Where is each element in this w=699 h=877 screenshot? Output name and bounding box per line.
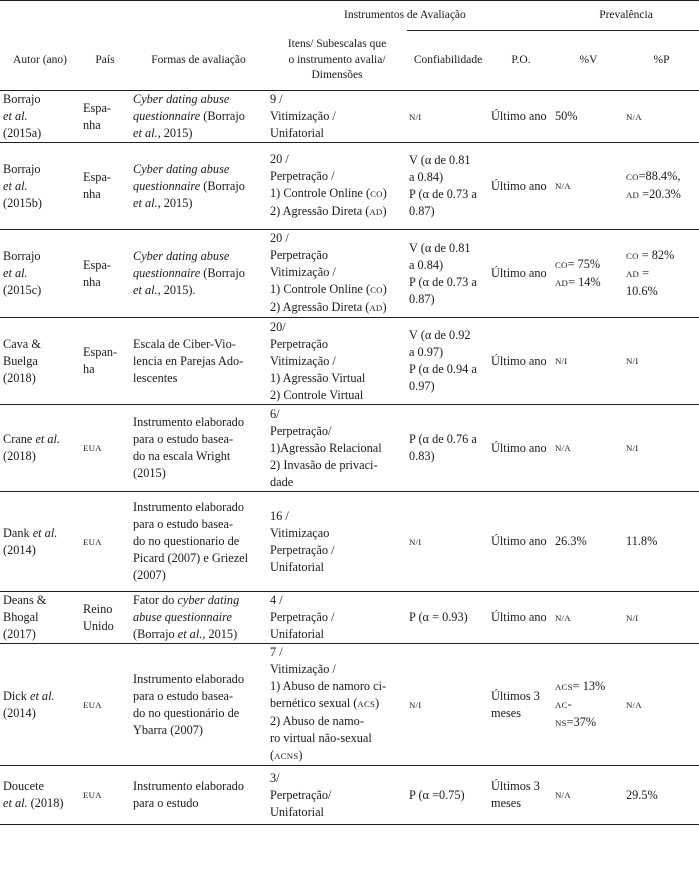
cell-line: et al. <box>3 109 28 123</box>
cell-line: meses <box>491 705 522 720</box>
country-header: País <box>80 31 130 91</box>
pv-cell <box>553 143 624 230</box>
cell-line: 20/ <box>270 319 286 334</box>
country-cell <box>80 91 130 143</box>
forms-cell <box>130 91 267 143</box>
cell-line: CO=88.4%, <box>626 169 681 183</box>
po-cell <box>489 405 553 492</box>
cell-line: N/I <box>409 536 422 547</box>
forms-cell <box>130 766 267 825</box>
cell-line: Instrumento elaborado <box>133 500 244 514</box>
cell-line: a 0.84) <box>409 257 444 272</box>
reliability-cell <box>407 644 489 766</box>
cell-line: 3/ <box>270 770 280 785</box>
cell-line: et al., 2015) <box>133 195 193 210</box>
items-cell <box>267 644 407 766</box>
cell-line: CO = 82% <box>626 248 675 262</box>
cell-line: AD= 14% <box>555 274 601 289</box>
cell-line: AD = <box>626 266 650 280</box>
cell-line: Unifatorial <box>270 804 324 819</box>
cell-line: 26.3% <box>555 534 587 548</box>
cell-line: N/A <box>555 612 571 623</box>
cell-line: EUA <box>83 790 102 800</box>
cell-line: 4 / <box>270 593 283 607</box>
cell-line: (2018) <box>3 370 36 385</box>
cell-line: (Borrajo et al., 2015) <box>133 627 238 641</box>
cell-line: Vitimização / <box>270 265 336 279</box>
cell-line: 9 / <box>270 92 283 106</box>
items-cell <box>267 143 407 230</box>
prevalence-group-header: Prevalência <box>553 1 699 31</box>
cell-line: Vitimização / <box>270 353 336 368</box>
cell-line: P (α de 0.73 a <box>409 187 477 201</box>
cell-line: Escala de Ciber-Vio- <box>133 336 236 351</box>
author-cell <box>0 318 80 405</box>
cell-line: questionnaire (Borrajo <box>133 178 245 193</box>
cell-line: Perpetração <box>270 248 329 262</box>
cell-line: bernético sexual (ACS) <box>270 696 380 710</box>
po-cell <box>489 644 553 766</box>
cell-line: 1) Abuso de namoro ci- <box>270 679 387 693</box>
cell-line: N/I <box>409 699 422 710</box>
items-header-line: Itens/ Subescalas que <box>287 38 387 50</box>
cell-line: Vitimizaçao <box>270 525 330 540</box>
cell-line: V (α de 0.81 <box>409 153 471 167</box>
reliability-cell <box>407 492 489 592</box>
items-cell <box>267 230 407 318</box>
cell-line: (2014) <box>3 705 36 720</box>
cell-line: (2015) <box>133 466 166 480</box>
table-row <box>0 766 699 825</box>
cell-line: Unifatorial <box>270 559 324 574</box>
cell-line: Instrumento elaborado <box>133 415 244 429</box>
pv-cell <box>553 91 624 143</box>
pp-cell <box>624 318 699 405</box>
cell-line: nha <box>83 187 101 201</box>
cell-line: dade <box>270 474 294 489</box>
reliability-cell <box>407 91 489 143</box>
cell-line: N/A <box>626 111 642 122</box>
forms-cell <box>130 318 267 405</box>
cell-line: Instrumento elaborado <box>133 671 244 686</box>
pv-cell <box>553 766 624 825</box>
cell-line: do no questionario de <box>133 534 240 548</box>
cell-line: Borrajo <box>3 161 41 176</box>
cell-line: Cyber dating abuse <box>133 161 230 176</box>
cell-line: para o estudo basea- <box>133 517 234 531</box>
author-cell <box>0 492 80 592</box>
author-cell <box>0 91 80 143</box>
cell-line: 2) Controle Virtual <box>270 387 364 402</box>
cell-line: (2014) <box>3 542 36 557</box>
po-cell <box>489 592 553 644</box>
po-header: P.O. <box>489 31 553 91</box>
cell-line: V (α de 0.92 <box>409 328 471 342</box>
cell-line: 16 / <box>270 508 289 523</box>
reliability-header: Confiabilidade <box>407 31 489 91</box>
cell-line: 2) Agressão Direta (AD) <box>270 300 387 314</box>
pp-cell <box>624 492 699 592</box>
cell-line: Perpetração / <box>270 169 335 183</box>
cell-line: et al. <box>3 178 28 193</box>
po-cell <box>489 766 553 825</box>
author-cell <box>0 143 80 230</box>
cell-line: questionnaire (Borrajo <box>133 266 245 280</box>
cell-line: EUA <box>83 536 102 547</box>
country-cell <box>80 143 130 230</box>
cell-line: ha <box>83 362 95 376</box>
table-row <box>0 143 699 230</box>
cell-line: a 0.97) <box>409 345 444 359</box>
pp-cell <box>624 91 699 143</box>
cell-line: N/A <box>555 443 571 453</box>
author-cell <box>0 592 80 644</box>
forms-header: Formas de avaliação <box>130 31 267 91</box>
items-cell <box>267 492 407 592</box>
cell-line: V (α de 0.81 <box>409 240 471 255</box>
cell-line: Últimos 3 <box>491 779 540 793</box>
cell-line: Último ano <box>491 610 547 624</box>
cell-line: a 0.84) <box>409 170 444 184</box>
cell-line: Borrajo <box>3 249 41 263</box>
author-cell <box>0 230 80 318</box>
cell-line: N/I <box>409 111 422 122</box>
pv-cell <box>553 644 624 766</box>
cell-line: Cyber dating abuse <box>133 249 230 263</box>
cell-line: Perpetração / <box>270 542 335 557</box>
items-cell <box>267 318 407 405</box>
po-cell <box>489 143 553 230</box>
cell-line: 1) Agressão Virtual <box>270 370 366 385</box>
country-cell <box>80 318 130 405</box>
cell-line: P (α de 0.94 a <box>409 362 477 376</box>
cell-line: 1) Controle Online (CO) <box>270 282 387 296</box>
cell-line: N/I <box>555 356 568 366</box>
cell-line: questionnaire (Borrajo <box>133 109 245 123</box>
cell-line: Cava & <box>3 336 41 351</box>
reliability-cell <box>407 318 489 405</box>
forms-cell <box>130 143 267 230</box>
cell-line: 1) Controle Online (CO) <box>270 186 387 200</box>
cell-line: 50% <box>555 109 578 123</box>
cell-line: Último ano <box>491 178 547 193</box>
po-cell <box>489 91 553 143</box>
cell-line: lencia en Parejas Ado- <box>133 353 244 368</box>
cell-line: P (α = 0.93) <box>409 610 468 624</box>
cell-line: nha <box>83 274 101 289</box>
cell-line: N/A <box>626 699 642 710</box>
cell-line: Fator do cyber dating <box>133 593 240 607</box>
pv-cell <box>553 230 624 318</box>
cell-line: CO= 75% <box>555 256 601 271</box>
cell-line: Bhogal <box>3 610 39 624</box>
cell-line: 0.87) <box>409 291 435 306</box>
cell-line: P (α de 0.76 a <box>409 432 477 446</box>
cell-line: 20 / <box>270 231 289 245</box>
author-cell <box>0 405 80 492</box>
instruments-group-header: Instrumentos de Avaliação <box>407 1 553 31</box>
cell-line: (ACNS) <box>270 748 303 762</box>
cell-line: P (α de 0.73 a <box>409 274 477 289</box>
cell-line: N/A <box>555 790 571 800</box>
forms-cell <box>130 492 267 592</box>
cell-line: (2015a) <box>3 126 42 140</box>
pp-cell <box>624 230 699 318</box>
cell-line: do no questionário de <box>133 705 240 720</box>
cell-line: et al., 2015) <box>133 126 193 140</box>
table-row <box>0 318 699 405</box>
cell-line: para o estudo basea- <box>133 688 234 703</box>
cell-line: lescentes <box>133 370 178 385</box>
cell-line: para o estudo basea- <box>133 432 234 446</box>
cell-line: Perpetração/ <box>270 423 332 438</box>
forms-cell <box>130 592 267 644</box>
table-row <box>0 644 699 766</box>
reliability-cell <box>407 230 489 318</box>
cell-line: NS=37% <box>555 714 597 729</box>
cell-line: do na escala Wright <box>133 449 231 463</box>
reliability-cell <box>407 143 489 230</box>
country-cell <box>80 766 130 825</box>
table-row <box>0 405 699 492</box>
cell-line: ro virtual não-sexual <box>270 731 372 745</box>
cell-line: Unifatorial <box>270 126 324 140</box>
cell-line: Espa- <box>83 100 111 115</box>
items-cell <box>267 592 407 644</box>
forms-cell <box>130 405 267 492</box>
cell-line: Perpetração <box>270 336 329 351</box>
cell-line: Unido <box>83 618 114 633</box>
pp-header: %P <box>624 31 699 91</box>
cell-line: Instrumento elaborado <box>133 779 244 793</box>
cell-line: (2015c) <box>3 283 42 297</box>
table-row <box>0 230 699 318</box>
cell-line: AD =20.3% <box>626 187 681 201</box>
pp-cell <box>624 143 699 230</box>
pp-cell <box>624 592 699 644</box>
author-cell <box>0 644 80 766</box>
cell-line: Picard (2007) e Griezel <box>133 551 249 565</box>
cell-line: 29.5% <box>626 787 658 802</box>
items-cell <box>267 766 407 825</box>
cell-line: 1)Agressão Relacional <box>270 440 382 455</box>
items-header-line: o instrumento avalia/ <box>288 53 386 66</box>
cell-line: 2) Agressão Direta (AD) <box>270 204 387 218</box>
reliability-cell <box>407 592 489 644</box>
reliability-cell <box>407 766 489 825</box>
cell-line: (2017) <box>3 627 36 641</box>
pv-cell <box>553 592 624 644</box>
cell-line: N/I <box>626 356 639 366</box>
cell-line: Últimos 3 <box>491 688 540 703</box>
country-cell <box>80 592 130 644</box>
pv-cell <box>553 405 624 492</box>
cell-line: EUA <box>83 443 102 453</box>
column-header-row <box>0 31 699 91</box>
cell-line: 2) Invasão de privaci- <box>270 457 378 472</box>
table-body <box>0 91 699 825</box>
cell-line: Último ano <box>491 440 547 455</box>
country-cell <box>80 405 130 492</box>
cell-line: nha <box>83 117 101 132</box>
items-cell <box>267 91 407 143</box>
cell-line: 2) Abuso de namo- <box>270 714 364 728</box>
cell-line: 7 / <box>270 645 283 659</box>
country-cell <box>80 644 130 766</box>
cell-line: Último ano <box>491 353 547 368</box>
pv-cell <box>553 318 624 405</box>
cell-line: et al. (2018) <box>3 796 64 810</box>
cell-line: Unifatorial <box>270 627 324 641</box>
cell-line: Borrajo <box>3 92 41 106</box>
forms-cell <box>130 230 267 318</box>
cell-line: Deans & <box>3 593 47 607</box>
cell-line: Reino <box>83 601 113 616</box>
pp-cell <box>624 644 699 766</box>
items-header <box>267 31 407 91</box>
pv-cell <box>553 492 624 592</box>
forms-cell <box>130 644 267 766</box>
po-cell <box>489 492 553 592</box>
cell-line: N/I <box>626 443 639 453</box>
cell-line: Espa- <box>83 257 111 272</box>
reliability-cell <box>407 405 489 492</box>
pp-cell <box>624 405 699 492</box>
cell-line: ACS= 13% <box>555 678 606 693</box>
cell-line: Vitimização / <box>270 109 336 123</box>
cell-line: P (α =0.75) <box>409 787 465 802</box>
author-cell <box>0 766 80 825</box>
cell-line: 0.83) <box>409 449 435 463</box>
cell-line: Buelga <box>3 353 38 368</box>
cell-line: Perpetração / <box>270 610 335 624</box>
cell-line: N/A <box>555 181 571 191</box>
cell-line: Cyber dating abuse <box>133 92 230 106</box>
cell-line: abuse questionnaire <box>133 610 232 624</box>
cell-line: 10.6% <box>626 284 658 298</box>
table-row <box>0 91 699 143</box>
cell-line: Crane et al. <box>3 432 61 446</box>
group-header-row <box>0 1 699 31</box>
cell-line: Último ano <box>491 109 547 123</box>
cell-line: (2015b) <box>3 195 42 210</box>
cell-line: et al., 2015). <box>133 283 196 297</box>
cell-line: 11.8% <box>626 534 658 548</box>
po-cell <box>489 230 553 318</box>
cell-line: 0.97) <box>409 379 435 393</box>
cell-line: Perpetração/ <box>270 787 332 802</box>
table-row <box>0 492 699 592</box>
author-header: Autor (ano) <box>0 31 80 91</box>
cell-line: Último ano <box>491 266 547 280</box>
cell-line: 0.87) <box>409 204 435 218</box>
cell-line: Ybarra (2007) <box>133 722 203 737</box>
cell-line: Dank et al. <box>3 525 58 540</box>
cell-line: 20 / <box>270 152 289 166</box>
cell-line: EUA <box>83 699 102 710</box>
cell-line: meses <box>491 796 522 810</box>
cell-line: 6/ <box>270 406 280 421</box>
cell-line: (2018) <box>3 449 36 463</box>
po-cell <box>489 318 553 405</box>
pp-cell <box>624 766 699 825</box>
cell-line: (2007) <box>133 568 166 582</box>
items-header-line: Dimensões <box>311 69 363 81</box>
cell-line: Espan- <box>83 345 118 359</box>
cell-line: AC- <box>555 696 572 711</box>
cell-line: Doucete <box>3 779 44 793</box>
cell-line: Vitimização / <box>270 662 336 676</box>
cell-line: para o estudo <box>133 796 199 810</box>
items-cell <box>267 405 407 492</box>
cell-line: Último ano <box>491 534 547 548</box>
table-row <box>0 592 699 644</box>
pv-header: %V <box>553 31 624 91</box>
country-cell <box>80 230 130 318</box>
cell-line: Espa- <box>83 170 111 184</box>
cell-line: N/I <box>626 612 639 623</box>
cell-line: Dick et al. <box>3 688 55 703</box>
cell-line: et al. <box>3 266 28 280</box>
country-cell <box>80 492 130 592</box>
